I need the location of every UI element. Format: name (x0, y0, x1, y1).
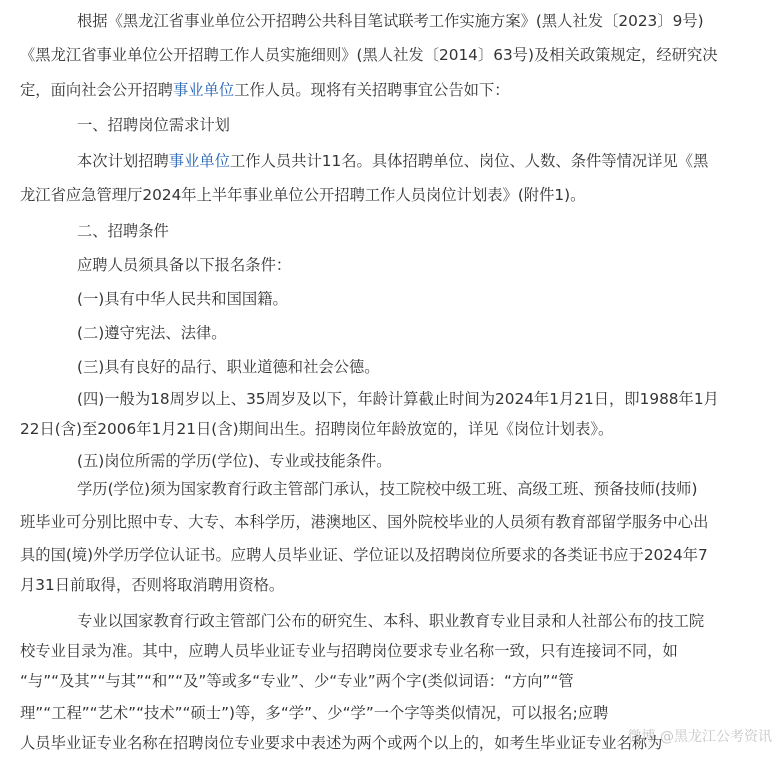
text-segment: 根据《黑龙江省事业单位公开招聘公共科目笔试联考工作实施方案》(黑人社发〔2023〕9号) (77, 12, 704, 30)
text-segment: 班毕业可分别比照中专、大专、本科学历，港澳地区、国外院校毕业的人员须有教育部留学服务中心出 (20, 513, 709, 531)
text-segment: 理”“工程”“艺术”“技术”“硕士”)等，多“学”、少“学”一个字等类似情况，可以报名;应聘 (20, 704, 609, 722)
inline-link[interactable]: 事业单位 (172, 81, 235, 99)
text-segment: 22日(含)至2006年1月21日(含)期间出生。招聘岗位年龄放宽的，详见《岗位计划表》。 (20, 420, 614, 438)
text-segment: 本次计划招聘 (77, 152, 169, 170)
text-segment: 学历(学位)须为国家教育行政主管部门承认，技工院校中级工班、高级工班、预备技师(技师) (77, 480, 698, 498)
text-segment: 专业以国家教育行政主管部门公布的研究生、本科、职业教育专业目录和人社部公布的技工院 (77, 612, 705, 630)
text-segment: 校专业目录为准。其中，应聘人员毕业证专业与招聘岗位要求专业名称一致，只有连接词不同，如 (20, 642, 678, 660)
text-line (0, 568, 776, 602)
text-line (0, 108, 776, 142)
text-line (0, 634, 776, 668)
text-line (0, 38, 776, 72)
text-segment: 工作人员。现将有关招聘事宜公告如下： (234, 81, 510, 99)
text-line (0, 604, 776, 638)
text-segment: 人员毕业证专业名称在招聘岗位专业要求中表述为两个或两个以上的，如考生毕业证专业名称为 (20, 734, 663, 752)
text-segment: (三)具有良好的品行、职业道德和社会公德。 (77, 358, 380, 376)
text-line (0, 178, 776, 212)
text-segment: 二、招聘条件 (77, 222, 169, 240)
text-line (0, 472, 776, 506)
text-line (0, 664, 776, 698)
text-line (0, 144, 776, 178)
text-segment: 一、招聘岗位需求计划 (77, 116, 230, 134)
text-segment: (一)具有中华人民共和国国籍。 (77, 290, 288, 308)
text-segment: 具的国(境)外学历学位认证书。应聘人员毕业证、学位证以及招聘岗位所要求的各类证书应于2024年7 (20, 546, 708, 564)
inline-link[interactable]: 事业单位 (168, 152, 230, 170)
text-line (0, 382, 776, 416)
text-segment: (五)岗位所需的学历(学位)、专业或技能条件。 (77, 452, 392, 470)
text-line (0, 350, 776, 384)
text-segment: “与”“及其”“与其”“和”“及”等或多“专业”、少“专业”两个字(类似词语：“方向”“管 (20, 672, 574, 690)
text-line (0, 538, 776, 572)
text-line (0, 282, 776, 316)
text-segment: 定，面向社会公开招聘 (20, 81, 173, 99)
text-segment: 《黑龙江省事业单位公开招聘工作人员实施细则》(黑人社发〔2014〕63号)及相关政策规定，经研究决 (20, 46, 718, 64)
text-line (0, 316, 776, 350)
text-line (0, 73, 776, 107)
text-segment: 龙江省应急管理厅2024年上半年事业单位公开招聘工作人员岗位计划表》(附件1)。 (20, 186, 586, 204)
text-line (0, 412, 776, 446)
text-segment: (二)遵守宪法、法律。 (77, 324, 227, 342)
text-line (0, 214, 776, 248)
text-segment: 工作人员共计11名。具体招聘单位、岗位、人数、条件等情况详见《黑 (230, 152, 709, 170)
text-segment: 月31日前取得，否则将取消聘用资格。 (20, 576, 285, 594)
text-line (0, 696, 776, 730)
text-line (0, 505, 776, 539)
text-segment: (四)一般为18周岁以上、35周岁及以下，年龄计算截止时间为2024年1月21日，即1988年1月 (77, 390, 719, 408)
text-line (0, 4, 776, 38)
watermark: 微博 @黑龙江公考资讯 (627, 729, 772, 745)
text-line (0, 248, 776, 282)
text-segment: 应聘人员须具备以下报名条件： (77, 256, 292, 274)
